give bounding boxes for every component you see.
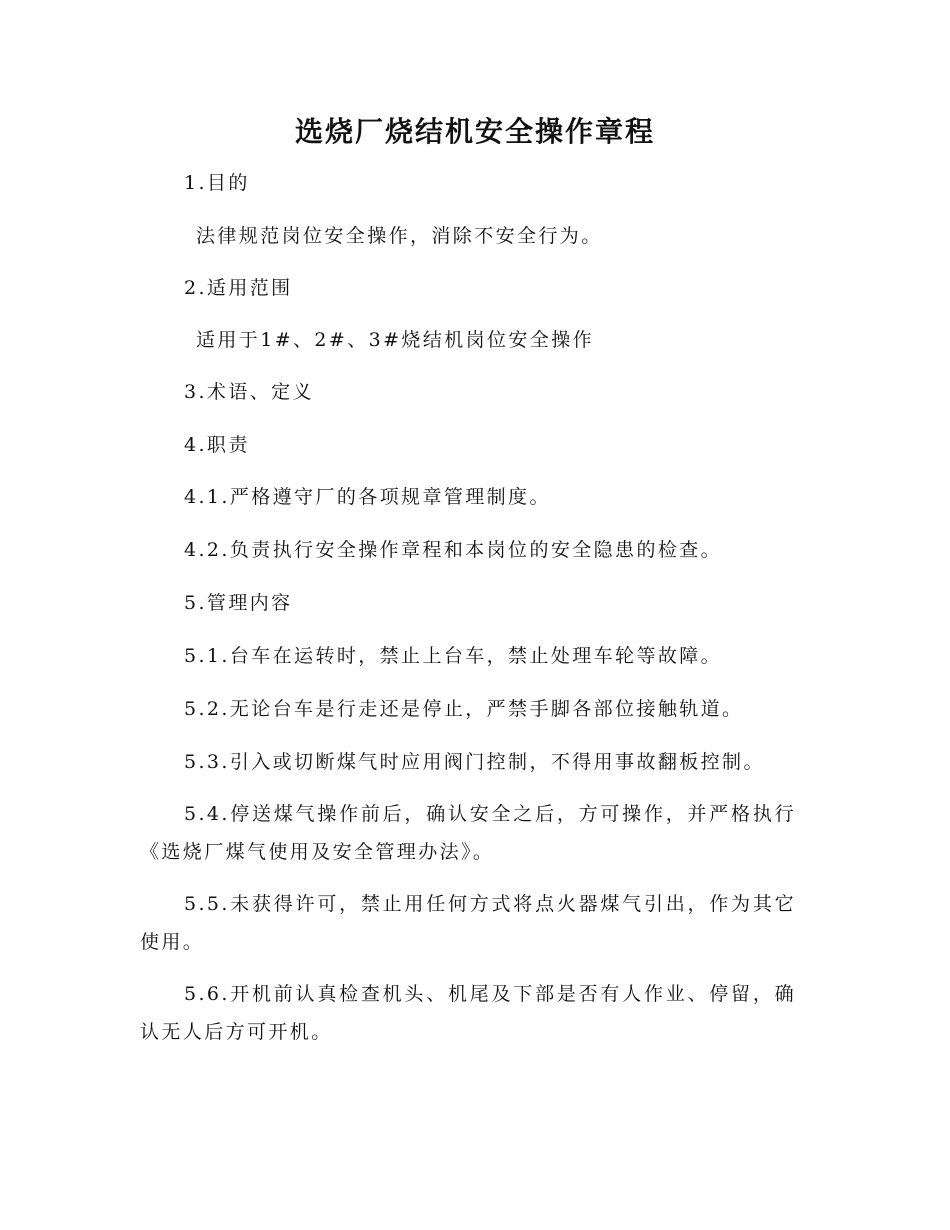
section-terms-heading: 3.术语、定义 xyxy=(184,381,314,403)
section-purpose-heading: 1.目的 xyxy=(184,172,250,194)
content-item-5-4: 5.4.停送煤气操作前后，确认安全之后，方可操作，并严格执行《选烧厂煤气使用及安全管理办法》。 xyxy=(140,803,796,863)
content-item-5-5: 5.5.未获得许可，禁止用任何方式将点火器煤气引出，作为其它使用。 xyxy=(140,893,796,953)
duty-item-4-1: 4.1.严格遵守厂的各项规章管理制度。 xyxy=(184,486,551,508)
document-title: 选烧厂烧结机安全操作章程 xyxy=(294,115,655,148)
content-item-5-6: 5.6.开机前认真检查机头、机尾及下部是否有人作业、停留，确认无人后方可开机。 xyxy=(140,983,796,1043)
content-item-5-3: 5.3.引入或切断煤气时应用阀门控制，不得用事故翻板控制。 xyxy=(184,751,765,773)
section-duties-heading: 4.职责 xyxy=(184,434,250,456)
content-item-5-1: 5.1.台车在运转时，禁止上台车，禁止处理车轮等故障。 xyxy=(184,645,723,667)
section-purpose-text: 法律规范岗位安全操作，消除不安全行为。 xyxy=(196,225,603,247)
duty-item-4-2: 4.2.负责执行安全操作章程和本岗位的安全隐患的检查。 xyxy=(184,539,723,561)
section-content-heading: 5.管理内容 xyxy=(184,592,293,614)
section-scope-heading: 2.适用范围 xyxy=(184,277,293,299)
section-scope-text: 适用于1#、2#、3#烧结机岗位安全操作 xyxy=(196,329,595,351)
content-item-5-2: 5.2.无论台车是行走还是停止，严禁手脚各部位接触轨道。 xyxy=(184,698,744,720)
